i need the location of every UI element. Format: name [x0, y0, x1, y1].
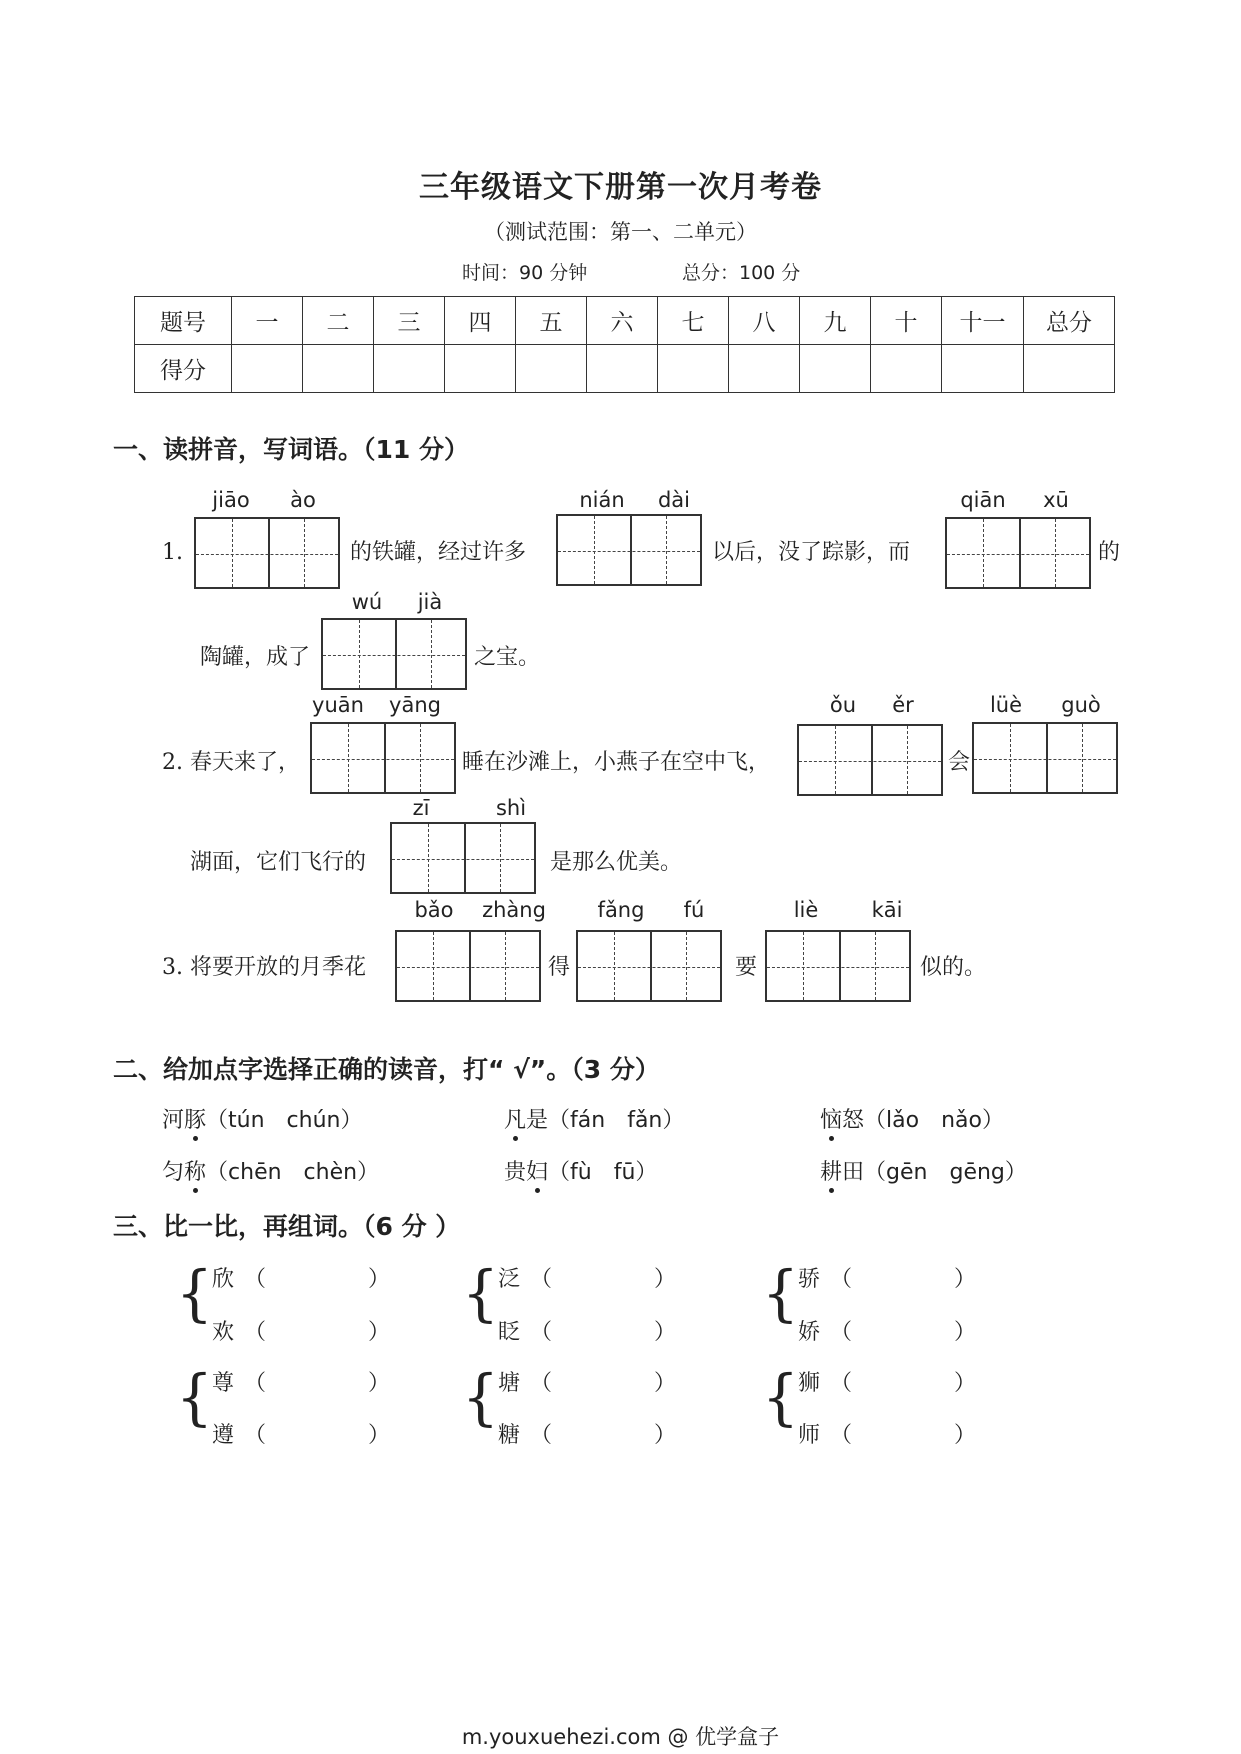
table-cell: 七	[658, 297, 729, 345]
table-cell: 总分	[1024, 297, 1115, 345]
plain-char: 田	[842, 1160, 865, 1185]
q2-text2: 睡在沙滩上，小燕子在空中飞，	[462, 750, 771, 775]
plain-char: 河	[162, 1108, 185, 1133]
paren-close: ）	[654, 1320, 677, 1345]
pinyin: ào	[290, 488, 316, 512]
brace-icon: {	[176, 1361, 213, 1433]
writing-box-ouer[interactable]	[797, 724, 943, 796]
section2-heading: 二、给加点字选择正确的读音，打“ √”。（3 分）	[113, 1055, 660, 1084]
pinyin: jià	[417, 590, 443, 614]
table-cell: 五	[516, 297, 587, 345]
q1-text4: 陶罐，成了	[200, 645, 311, 670]
q1-text3: 的	[1098, 540, 1121, 565]
table-cell: 一	[232, 297, 303, 345]
pronunciation-item[interactable]	[162, 1103, 362, 1134]
compare-char: 尊	[212, 1371, 235, 1396]
plain-char: 匀	[162, 1160, 185, 1185]
pinyin-options: （fù fū）	[548, 1160, 658, 1185]
pinyin: shì	[495, 796, 527, 820]
compare-char: 欢	[212, 1320, 235, 1345]
table-cell: 题号	[135, 297, 232, 345]
paren-close: ）	[654, 1267, 677, 1292]
dotted-char: 凡	[504, 1103, 526, 1134]
table-cell: 三	[374, 297, 445, 345]
brace-icon: {	[462, 1257, 499, 1329]
q1-text1: 的铁罐，经过许多	[350, 540, 527, 565]
writing-box-fangfu[interactable]	[576, 930, 722, 1002]
paren-open: （	[244, 1267, 267, 1292]
writing-box-wujia[interactable]	[321, 618, 467, 690]
paren-close: ）	[368, 1371, 391, 1396]
section3-heading: 三、比一比，再组词。（6 分 ）	[113, 1212, 461, 1241]
footer-watermark: m.youxuehezi.com @ 优学盒子	[461, 1725, 780, 1749]
pinyin-options: （gēn gēng）	[864, 1160, 1027, 1185]
pinyin: qiān	[960, 488, 1006, 512]
writing-box-yuanyang[interactable]	[310, 722, 456, 794]
paren-open: （	[530, 1320, 553, 1345]
pinyin: nián	[579, 488, 625, 512]
pronunciation-item[interactable]	[820, 1103, 1004, 1134]
score-cell[interactable]	[374, 345, 445, 393]
score-cell[interactable]	[658, 345, 729, 393]
score-cell[interactable]	[516, 345, 587, 393]
compare-char: 欣	[212, 1267, 235, 1292]
paren-close: ）	[954, 1371, 977, 1396]
page-title: 三年级语文下册第一次月考卷	[419, 170, 822, 205]
score-cell[interactable]	[942, 345, 1024, 393]
brace-icon: {	[762, 1361, 799, 1433]
dotted-char: 耕	[820, 1155, 842, 1186]
compare-char: 糖	[498, 1423, 521, 1448]
paren-open: （	[530, 1371, 553, 1396]
writing-box-lueguo[interactable]	[972, 722, 1118, 794]
q1-text5: 之宝。	[474, 645, 541, 670]
exam-total: 总分：100 分	[682, 262, 801, 284]
pinyin: yāng	[389, 693, 441, 717]
pinyin: jiāo	[212, 488, 250, 512]
score-cell[interactable]	[232, 345, 303, 393]
pinyin: ěr	[892, 693, 914, 717]
pinyin: fú	[683, 898, 705, 922]
score-cell[interactable]	[1024, 345, 1115, 393]
paren-open: （	[244, 1371, 267, 1396]
score-cell[interactable]	[800, 345, 871, 393]
brace-icon: {	[762, 1257, 799, 1329]
pinyin: liè	[793, 898, 819, 922]
exam-time: 时间：90 分钟	[462, 262, 588, 284]
pronunciation-item[interactable]	[162, 1155, 379, 1186]
score-cell[interactable]	[871, 345, 942, 393]
brace-icon: {	[176, 1257, 213, 1329]
q2-text4: 湖面，它们飞行的	[190, 850, 367, 875]
pinyin: lüè	[989, 693, 1023, 717]
compare-char: 遵	[212, 1423, 235, 1448]
compare-char: 娇	[798, 1320, 821, 1345]
dotted-char: 称	[184, 1155, 206, 1186]
table-cell: 十一	[942, 297, 1024, 345]
pinyin: fǎng	[597, 898, 645, 922]
writing-box-liekai[interactable]	[765, 930, 911, 1002]
pinyin: guò	[1061, 693, 1101, 717]
compare-char: 师	[798, 1423, 821, 1448]
compare-char: 骄	[798, 1267, 821, 1292]
score-cell[interactable]	[729, 345, 800, 393]
pinyin: zhàng	[482, 898, 546, 922]
table-cell: 得分	[135, 345, 232, 393]
q3-text1: 3. 将要开放的月季花	[162, 955, 366, 980]
pinyin: zī	[412, 796, 430, 820]
pinyin: bǎo	[414, 898, 454, 922]
score-cell[interactable]	[587, 345, 658, 393]
writing-box-baozhang[interactable]	[395, 930, 541, 1002]
score-cell[interactable]	[445, 345, 516, 393]
paren-close: ）	[654, 1371, 677, 1396]
q2-text3: 会	[948, 750, 971, 775]
plain-char: 贵	[504, 1160, 527, 1185]
q3-text4: 似的。	[920, 955, 987, 980]
writing-box-niandai[interactable]	[556, 514, 702, 586]
writing-box-jiaoao[interactable]	[194, 517, 340, 589]
paren-open: （	[530, 1423, 553, 1448]
pinyin: yuān	[312, 693, 364, 717]
paren-open: （	[244, 1423, 267, 1448]
q3-text2: 得	[548, 955, 571, 980]
paren-open: （	[244, 1320, 267, 1345]
pronunciation-item[interactable]	[504, 1155, 657, 1186]
score-table	[134, 296, 1115, 393]
table-cell: 四	[445, 297, 516, 345]
table-cell: 六	[587, 297, 658, 345]
pinyin-options: （tún chún）	[206, 1108, 363, 1133]
pinyin: dài	[657, 488, 691, 512]
pronunciation-item[interactable]	[504, 1103, 684, 1134]
writing-box-zishi[interactable]	[390, 822, 536, 894]
pinyin: xū	[1043, 488, 1069, 512]
plain-char: 怒	[842, 1108, 865, 1133]
compare-char: 泛	[498, 1267, 521, 1292]
score-cell[interactable]	[303, 345, 374, 393]
compare-char: 塘	[498, 1371, 521, 1396]
pinyin: ǒu	[829, 693, 857, 717]
paren-open: （	[830, 1423, 853, 1448]
paren-close: ）	[954, 1423, 977, 1448]
score-table-header-row	[135, 297, 1115, 345]
q1-number: 1.	[162, 540, 183, 565]
table-cell: 八	[729, 297, 800, 345]
q3-text3: 要	[735, 955, 758, 980]
score-table-score-row	[135, 345, 1115, 393]
paren-open: （	[830, 1371, 853, 1396]
paren-open: （	[830, 1267, 853, 1292]
paren-close: ）	[368, 1267, 391, 1292]
pinyin-options: （chēn chèn）	[206, 1160, 380, 1185]
q2-text1: 2. 春天来了，	[162, 750, 300, 775]
paren-close: ）	[954, 1267, 977, 1292]
dotted-char: 妇	[526, 1155, 548, 1186]
paren-close: ）	[368, 1320, 391, 1345]
section1-heading: 一、读拼音，写词语。（11 分）	[113, 435, 469, 464]
table-cell: 十	[871, 297, 942, 345]
test-scope: （测试范围：第一、二单元）	[484, 220, 757, 244]
pinyin-options: （fán fǎn）	[548, 1108, 685, 1133]
paren-close: ）	[368, 1423, 391, 1448]
q2-text5: 是那么优美。	[550, 850, 683, 875]
paren-close: ）	[954, 1320, 977, 1345]
pinyin-options: （lǎo nǎo）	[864, 1108, 1004, 1133]
plain-char: 是	[526, 1108, 549, 1133]
brace-icon: {	[462, 1361, 499, 1433]
pronunciation-item[interactable]	[820, 1155, 1027, 1186]
q1-text2: 以后，没了踪影，而	[712, 540, 911, 565]
compare-char: 狮	[798, 1371, 821, 1396]
paren-open: （	[830, 1320, 853, 1345]
dotted-char: 恼	[820, 1103, 842, 1134]
table-cell: 九	[800, 297, 871, 345]
compare-char: 眨	[498, 1320, 521, 1345]
paren-close: ）	[654, 1423, 677, 1448]
paren-open: （	[530, 1267, 553, 1292]
table-cell: 二	[303, 297, 374, 345]
dotted-char: 豚	[184, 1103, 206, 1134]
pinyin: kāi	[871, 898, 903, 922]
writing-box-qianxu[interactable]	[945, 517, 1091, 589]
pinyin: wú	[351, 590, 383, 614]
